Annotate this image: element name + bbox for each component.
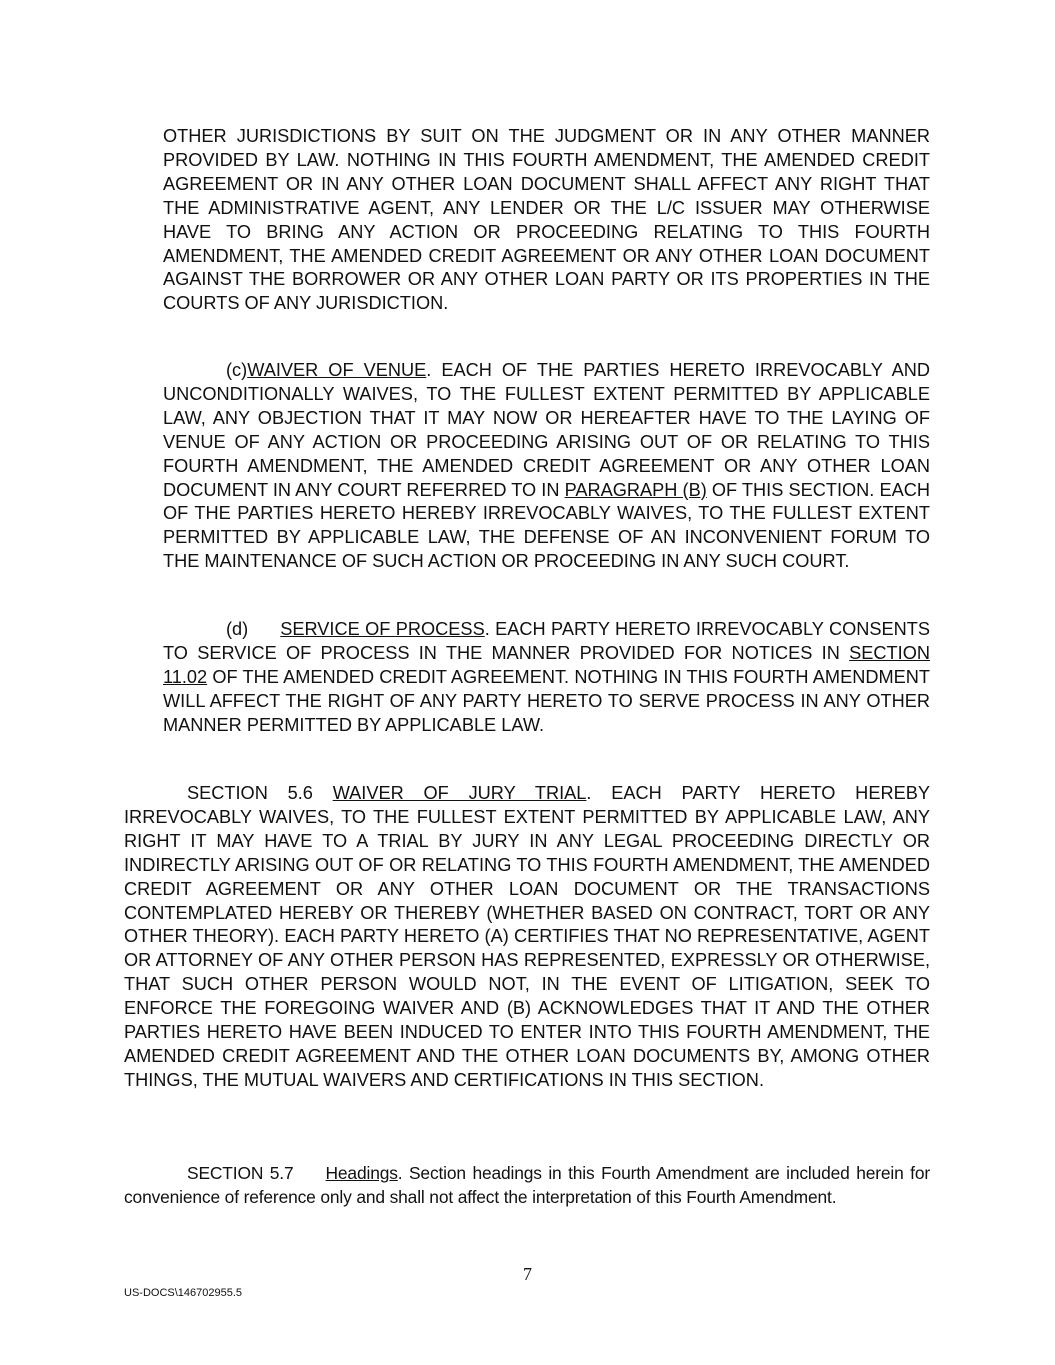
section-5-7-label: SECTION 5.7	[187, 1163, 294, 1183]
page-number: 7	[523, 1264, 532, 1284]
document-id: US-DOCS\146702955.5	[124, 1287, 243, 1299]
section-5-6-text: . EACH PARTY HERETO HEREBY IRREVOCABLY WAIVES, TO THE FULLEST EXTENT PERMITTED BY APPLICABLE LAW, ANY RIGHT IT MAY HAVE TO A TRIAL BY JURY IN ANY LEGAL PROCEEDING DIRECTLY OR INDIRECTLY ARISING OUT OF OR RELATING TO THIS FOURTH AMENDMENT, THE AMENDED CREDIT AGREEMENT OR ANY OTHER LOAN DOCUMENT OR THE TRANSACTIONS CONTEMPLATED HEREBY OR THEREBY (WHETHER BASED ON CONTRACT, TORT OR ANY OTHER THEORY). EACH PARTY HERETO (A) CERTIFIES THAT NO REPRESENTATIVE, AGENT OR ATTORNEY OF ANY OTHER PERSON HAS REPRESENTED, EXPRESSLY OR OTHERWISE, THAT SUCH OTHER PERSON WOULD NOT, IN THE EVENT OF LITIGATION, SEEK TO ENFORCE THE FOREGOING WAIVER AND (B) ACKNOWLEDGES THAT IT AND THE OTHER PARTIES HERETO HAVE BEEN INDUCED TO ENTER INTO THIS FOURTH AMENDMENT, THE AMENDED CREDIT AGREEMENT AND THE OTHER LOAN DOCUMENTS BY, AMONG OTHER THINGS, THE MUTUAL WAIVERS AND CERTIFICATIONS IN THIS SECTION.	[124, 783, 930, 1090]
waiver-of-venue-paragraph	[163, 359, 930, 574]
service-heading: SERVICE OF PROCESS	[280, 619, 485, 639]
continuation-paragraph	[163, 125, 930, 316]
continuation-text: OTHER JURISDICTIONS BY SUIT ON THE JUDGMENT OR IN ANY OTHER MANNER PROVIDED BY LAW. NOTHING IN THIS FOURTH AMENDMENT, THE AMENDED CREDIT AGREEMENT OR IN ANY OTHER LOAN DOCUMENT SHALL AFFECT ANY RIGHT THAT THE ADMINISTRATIVE AGENT, ANY LENDER OR THE L/C ISSUER MAY OTHERWISE HAVE TO BRING ANY ACTION OR PROCEEDING RELATING TO THIS FOURTH AMENDMENT, THE AMENDED CREDIT AGREEMENT OR ANY OTHER LOAN DOCUMENT AGAINST THE BORROWER OR ANY OTHER LOAN PARTY OR ITS PROPERTIES IN THE COURTS OF ANY JURISDICTION.	[163, 126, 930, 314]
venue-heading: WAIVER OF VENUE	[247, 360, 427, 380]
section-5-7-text: . Section headings in this Fourth Amendment are included herein for convenience of reference only and shall not affect the interpretation of this Fourth Amendment.	[124, 1163, 931, 1207]
service-section-reference: SECTION 11.02	[163, 642, 930, 687]
venue-text-2: OF THIS SECTION. EACH OF THE PARTIES HERETO HEREBY IRREVOCABLY WAIVES, TO THE FULLEST EXTENT PERMITTED BY APPLICABLE LAW, THE DEFENSE OF AN INCONVENIENT FORUM TO THE MAINTENANCE OF SUCH ACTION OR PROCEEDING IN ANY SUCH COURT.	[163, 479, 931, 572]
venue-label: (c)	[226, 360, 248, 380]
section-5-7-paragraph	[124, 1162, 930, 1210]
service-text-2: OF THE AMENDED CREDIT AGREEMENT. NOTHING IN THIS FOURTH AMENDMENT WILL AFFECT THE RIGHT OF ANY PARTY HERETO TO SERVE PROCESS IN ANY OTHER MANNER PERMITTED BY APPLICABLE LAW.	[163, 666, 930, 735]
venue-text-1: . EACH OF THE PARTIES HERETO IRREVOCABLY AND UNCONDITIONALLY WAIVES, TO THE FULLEST EXTENT PERMITTED BY APPLICABLE LAW, ANY OBJECTION THAT IT MAY NOW OR HEREAFTER HAVE TO THE LAYING OF VENUE OF ANY ACTION OR PROCEEDING ARISING OUT OF OR RELATING TO THIS FOURTH AMENDMENT, THE AMENDED CREDIT AGREEMENT OR ANY OTHER LOAN DOCUMENT IN ANY COURT REFERRED TO IN	[163, 360, 930, 500]
section-5-6-heading: WAIVER OF JURY TRIAL	[332, 783, 587, 803]
service-of-process-paragraph	[163, 618, 930, 738]
service-text-1: . EACH PARTY HERETO IRREVOCABLY CONSENTS TO SERVICE OF PROCESS IN THE MANNER PROVIDED FOR NOTICES IN	[163, 619, 930, 663]
section-5-6-label: SECTION 5.6	[187, 783, 313, 803]
section-5-7-heading: Headings	[325, 1163, 398, 1183]
section-5-6-paragraph	[124, 782, 930, 1093]
service-label: (d)	[226, 619, 249, 639]
venue-paragraph-reference: PARAGRAPH (B)	[564, 479, 707, 500]
